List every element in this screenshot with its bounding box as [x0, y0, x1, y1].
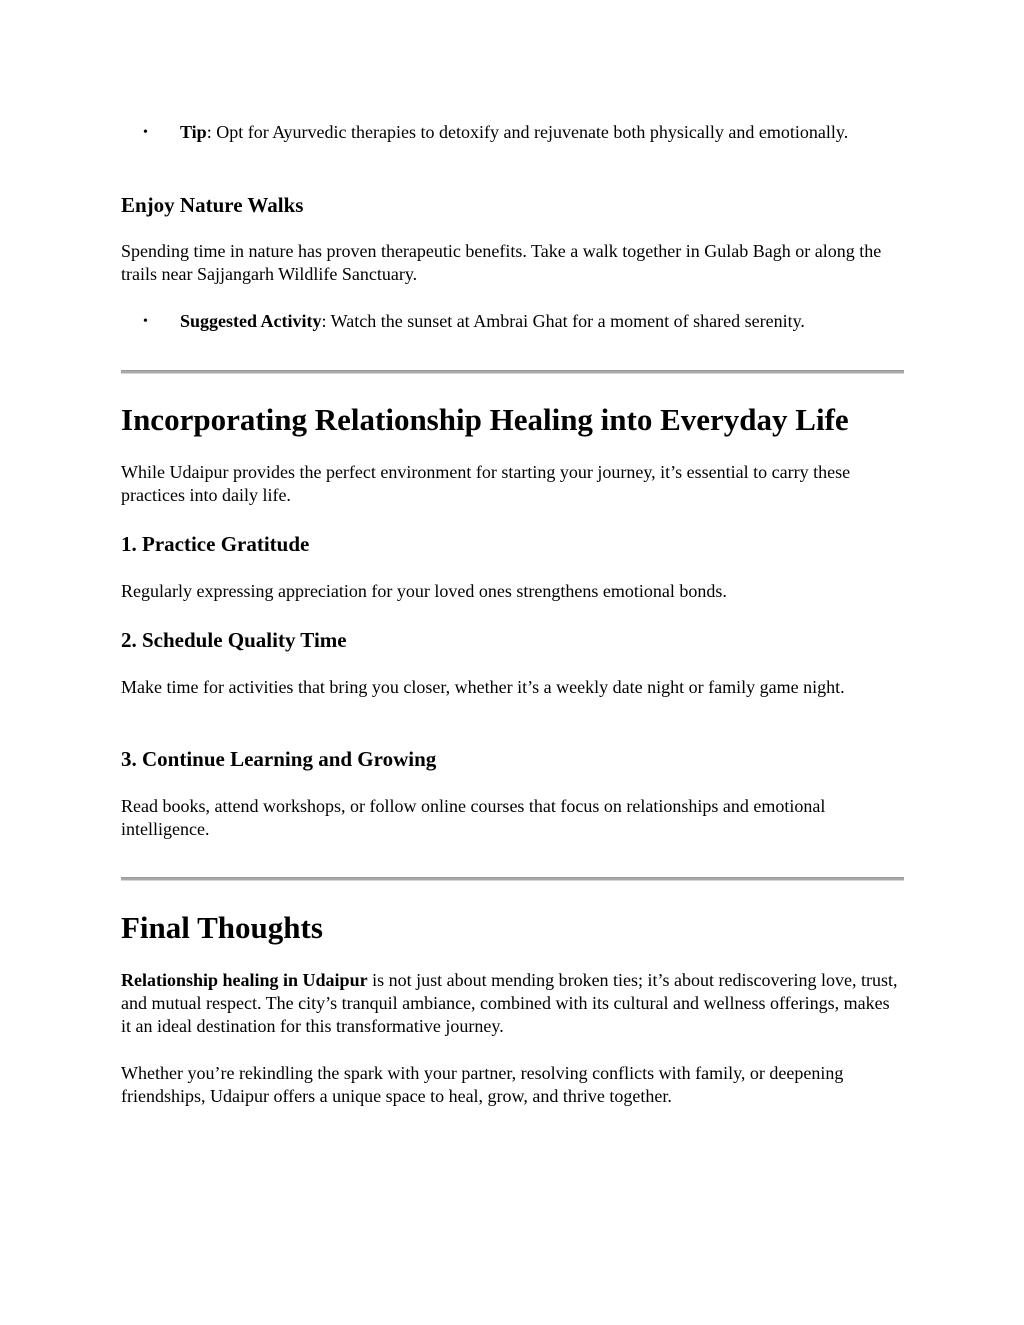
suggested-activity-bullet	[121, 310, 963, 333]
bullet-icon: •	[143, 125, 148, 140]
everyday-intro: While Udaipur provides the perfect environment for starting your journey, it’s essential to carry these practices into daily life.	[121, 462, 851, 505]
nature-body: Spending time in nature has proven therapeutic benefits. Take a walk together in Gulab Bagh or along the trails near Sajjangarh Wildlife Sanctuary.	[121, 241, 882, 284]
item-body: Read books, attend workshops, or follow online courses that focus on relationships and emotional intelligence.	[121, 796, 826, 839]
item-heading: 1. Practice Gratitude	[121, 532, 310, 556]
bullet-icon: •	[143, 314, 148, 329]
section-divider	[121, 370, 904, 374]
final-paragraph-1-text: is not just about mending broken ties; it’s about rediscovering love, trust, and mutual respect. The city’s tranquil ambiance, combined with its cultural and wellness offerings, makes it an ideal destination for this transformative journey.	[121, 970, 898, 1036]
suggested-activity-text: : Watch the sunset at Ambrai Ghat for a moment of shared serenity.	[321, 311, 805, 331]
suggested-activity-label: Suggested Activity	[180, 311, 322, 331]
item-body: Make time for activities that bring you closer, whether it’s a weekly date night or family game night.	[121, 677, 845, 697]
everyday-heading: Incorporating Relationship Healing into Everyday Life	[121, 402, 849, 437]
item-body: Regularly expressing appreciation for your loved ones strengthens emotional bonds.	[121, 581, 727, 601]
final-heading: Final Thoughts	[121, 910, 323, 945]
item-heading: 3. Continue Learning and Growing	[121, 747, 437, 771]
nature-heading: Enjoy Nature Walks	[121, 193, 304, 217]
section-divider	[121, 877, 904, 881]
final-paragraph-2: Whether you’re rekindling the spark with your partner, resolving conflicts with family, or deepening friendships, Udaipur offers a unique space to heal, grow, and thrive together.	[121, 1063, 844, 1106]
tip-text: : Opt for Ayurvedic therapies to detoxify and rejuvenate both physically and emotionally.	[206, 122, 849, 142]
tip-bullet	[121, 121, 963, 144]
final-highlight: Relationship healing in Udaipur	[121, 970, 368, 990]
final-paragraph-1	[121, 969, 904, 1038]
item-heading: 2. Schedule Quality Time	[121, 628, 347, 652]
tip-label: Tip	[180, 122, 207, 142]
